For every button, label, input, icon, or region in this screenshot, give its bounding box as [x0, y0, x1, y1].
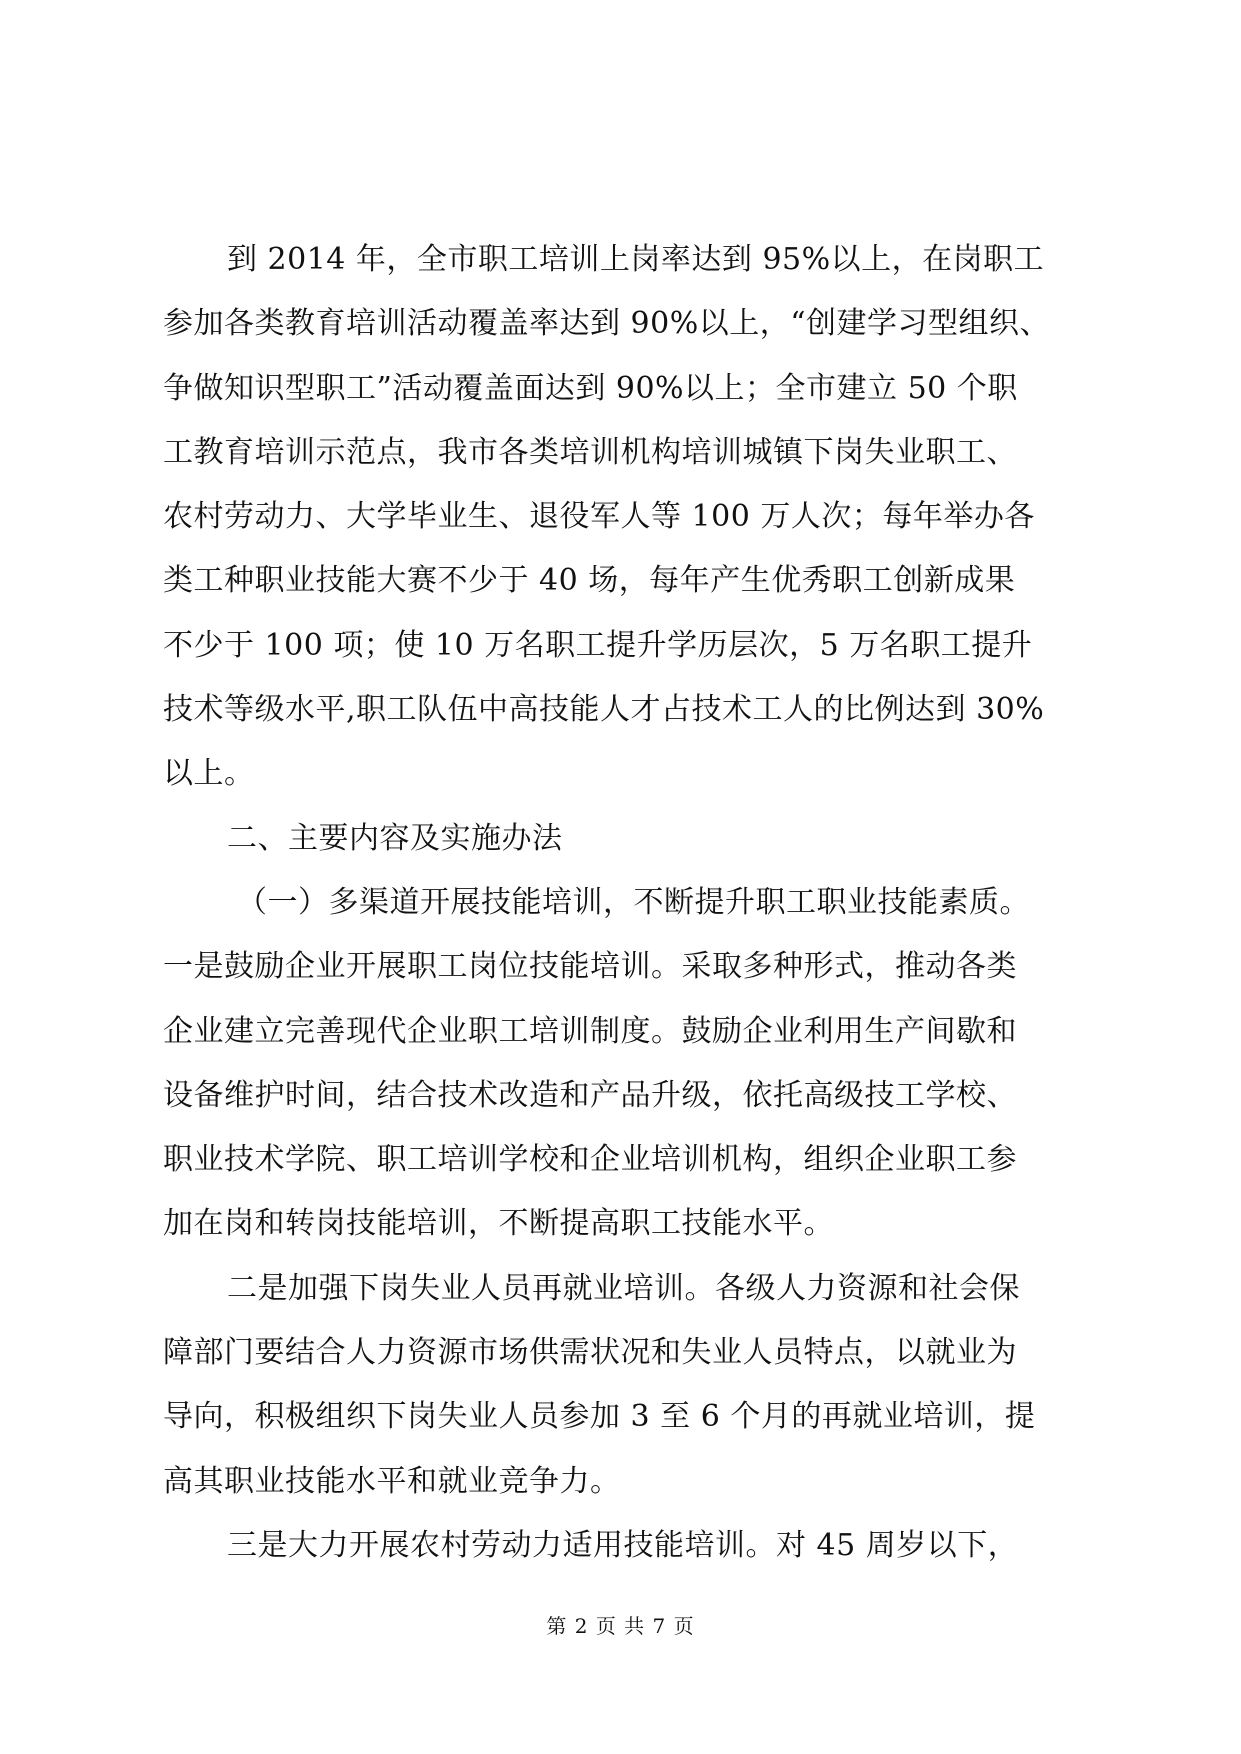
text-line-6: 类工种职业技能大赛不少于 40 场，每年产生优秀职工创新成果: [163, 563, 1016, 599]
text-line-17: 二是加强下岗失业人员再就业培训。各级人力资源和社会保: [227, 1270, 1020, 1306]
subsection-heading: （一）多渠道开展技能培训，不断提升职工职业技能素质。: [237, 884, 1030, 920]
text-line-13: 企业建立完善现代企业职工培训制度。鼓励企业利用生产间歇和: [163, 1013, 1017, 1049]
text-line-19: 导向，积极组织下岗失业人员参加 3 至 6 个月的再就业培训，提: [163, 1399, 1036, 1435]
text-line-14: 设备维护时间，结合技术改造和产品升级，依托高级技工学校、: [163, 1077, 1017, 1113]
text-line-8: 技术等级水平,职工队伍中高技能人才占技术工人的比例达到 30%: [163, 692, 1045, 728]
text-line-20: 高其职业技能水平和就业竞争力。: [163, 1463, 621, 1499]
document-body: [163, 228, 1083, 1578]
text-line-16: 加在岗和转岗技能培训，不断提高职工技能水平。: [163, 1206, 834, 1242]
text-line-15: 职业技术学院、职工培训学校和企业培训机构，组织企业职工参: [163, 1142, 1017, 1178]
section-heading: 二、主要内容及实施办法: [227, 820, 563, 856]
text-line-7: 不少于 100 项；使 10 万名职工提升学历层次，5 万名职工提升: [163, 627, 1033, 663]
text-line-2: 参加各类教育培训活动覆盖率达到 90%以上，“创建学习型组织、: [163, 306, 1051, 342]
text-line-1: 到 2014 年，全市职工培训上岗率达到 95%以上，在岗职工: [227, 242, 1045, 277]
text-line-4: 工教育培训示范点，我市各类培训机构培训城镇下岗失业职工、: [163, 434, 1017, 470]
text-line-12: 一是鼓励企业开展职工岗位技能培训。采取多种形式，推动各类: [163, 949, 1017, 985]
text-line-18: 障部门要结合人力资源市场供需状况和失业人员特点，以就业为: [163, 1335, 1017, 1371]
text-line-21: 三是大力开展农村劳动力适用技能培训。对 45 周岁以下，: [227, 1527, 1019, 1563]
text-line-9: 以上。: [163, 756, 255, 792]
page-number-label: 第 2 页 共 7 页: [546, 1614, 695, 1638]
text-line-5: 农村劳动力、大学毕业生、退役军人等 100 万人次；每年举办各: [163, 499, 1035, 535]
page-footer: [0, 1612, 1241, 1640]
text-line-3: 争做知识型职工”活动覆盖面达到 90%以上；全市建立 50 个职: [163, 370, 1018, 406]
